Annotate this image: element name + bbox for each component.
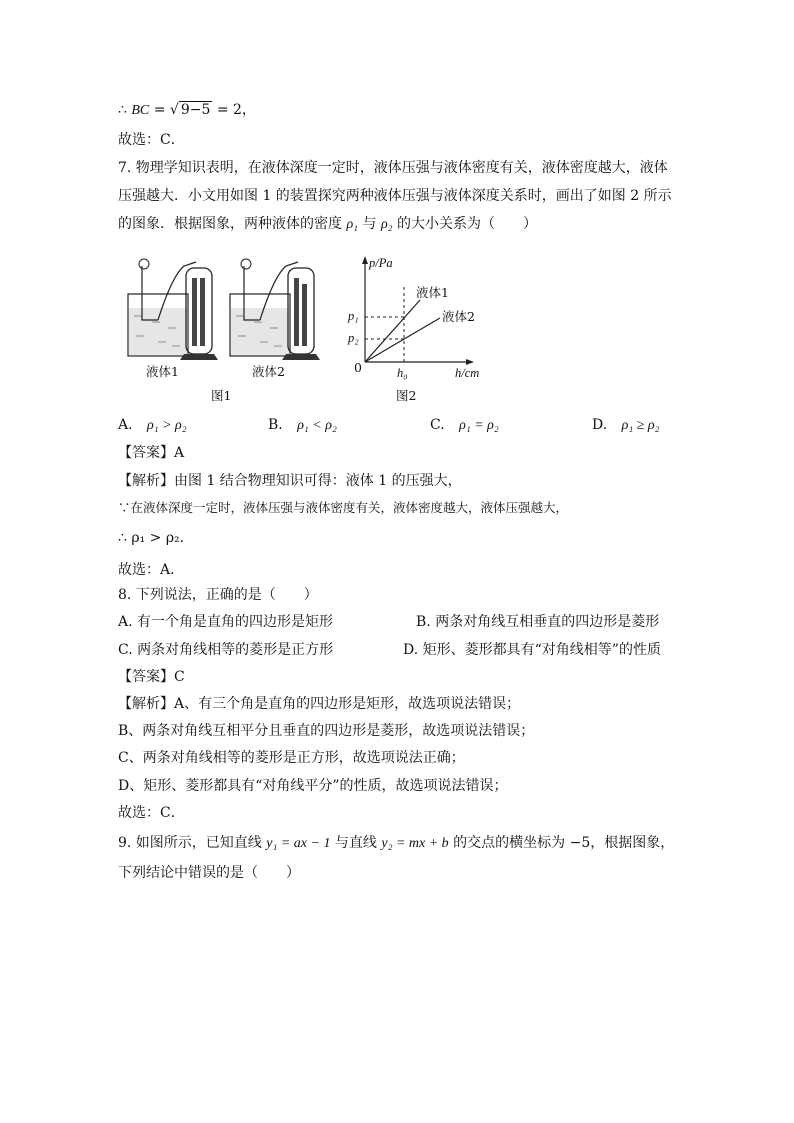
option-b-value: ρ₁ < ρ₂ [297,418,337,433]
sqrt-icon: √ [169,102,179,118]
q8-option-d: D. 矩形、菱形都具有“对角线相等”的性质 [403,642,661,658]
radicand: 9−5 [180,102,211,118]
figure-2-graph [340,250,500,380]
rho2: ρ₂ [380,217,393,232]
q9-line-1 [118,833,674,854]
fig2-p1: p₁ [348,309,359,323]
liquid2-line [365,318,440,362]
q7-line-1: 7. 物理学知识表明，在液体深度一定时，液体压强与液体密度有关，液体密度越大，液体 [118,160,668,176]
q8-analysis-3: C、两条对角线相等的菱形是正方形，故选项说法正确； [118,750,465,766]
option-d-value: ρ₁ ≥ ρ₂ [621,418,660,433]
option-b-key: B. [268,417,283,433]
liquid1-line [365,300,420,362]
q8-option-a: A. 有一个角是直角的四边形是矩形 [118,614,334,630]
q8-option-b: B. 两条对角线互相垂直的四边形是菱形 [416,614,660,630]
q9-line-2: 下列结论中错误的是（ ） [118,865,300,881]
q7-line3-post: 的大小关系为（ ） [397,216,537,232]
segment-bc: BC [131,103,150,118]
fig2-x-axis-label: h/cm [455,366,480,380]
option-a-value: ρ₁ > ρ₂ [147,418,187,433]
q7-line-2: 压强越大．小文用如图 1 的装置探究两种液体压强与液体深度关系时，画出了如图 2 所示 [118,188,672,204]
q9-eq2: y₂ = mx + b [381,836,449,851]
q7-line-3 [118,214,537,235]
q8-option-c: C. 两条对角线相等的菱形是正方形 [118,642,334,658]
q7-analysis-3: ∴ ρ₁ > ρ₂． [118,530,194,546]
q9-post: 的交点的横坐标为 −5，根据图象， [453,835,675,851]
q8-analysis-4: D、矩形、菱形都具有“对角线平分”的性质，故选项说法错误； [118,778,508,794]
q7-choose: 故选：A． [118,562,185,578]
q7-option-c [430,415,499,436]
q8-stem: 8. 下列说法，正确的是（ ） [118,587,318,603]
q9-mid: 与直线 [334,835,377,851]
choose-line-1: 故选：C． [118,132,185,148]
q8-analysis-1: 【解析】A、有三个角是直角的四边形是矩形，故选项说法错误； [118,696,521,712]
q7-option-b [268,415,337,436]
fig2-h0: h₀ [397,366,408,380]
q7-analysis-1: 【解析】由图 1 结合物理知识可得：液体 1 的压强大， [118,473,462,489]
fig2-p2: p₂ [348,331,359,345]
option-d-key: D. [592,417,608,433]
rho1: ρ₁ [346,217,359,232]
figure-1-apparatus [122,256,322,406]
fig1-label-liquid2: 液体2 [252,364,285,379]
q8-choose: 故选：C． [118,805,185,821]
fig2-y-axis-label: p/Pa [369,256,393,270]
q7-line3-mid: 与 [362,216,377,232]
q7-option-d [592,415,660,436]
q8-answer: 【答案】C [118,669,185,685]
q8-analysis-2: B、两条对角线互相平分且垂直的四边形是菱形，故选项说法错误； [118,723,535,739]
option-c-value: ρ₁ = ρ₂ [459,418,499,433]
fig2-caption: 图2 [396,388,417,403]
q9-pre: 9. 如图所示，已知直线 [118,835,262,851]
fig1-label-liquid1: 液体1 [146,364,179,379]
fig2-line1-label: 液体1 [416,285,449,300]
q9-eq1: y₁ = ax − 1 [266,836,331,851]
q7-answer: 【答案】A [118,445,185,461]
option-c-key: C. [430,417,445,433]
fig2-origin: 0 [354,360,362,375]
result: = 2， [216,102,256,118]
therefore-symbol: ∴ [118,102,127,118]
option-a-key: A. [118,417,133,433]
beaker-right [230,259,320,360]
math-line-bc [118,100,256,121]
q7-option-a [118,415,187,436]
q7-line3-pre: 的图象．根据图象，两种液体的密度 [118,216,342,232]
fig1-caption: 图1 [211,388,232,403]
manometer-left [180,268,218,360]
fig2-line2-label: 液体2 [442,309,475,324]
equals-sign: = [153,102,166,118]
q7-analysis-2: ∵在液体深度一定时，液体压强与液体密度有关，液体密度越大，液体压强越大， [118,500,569,515]
